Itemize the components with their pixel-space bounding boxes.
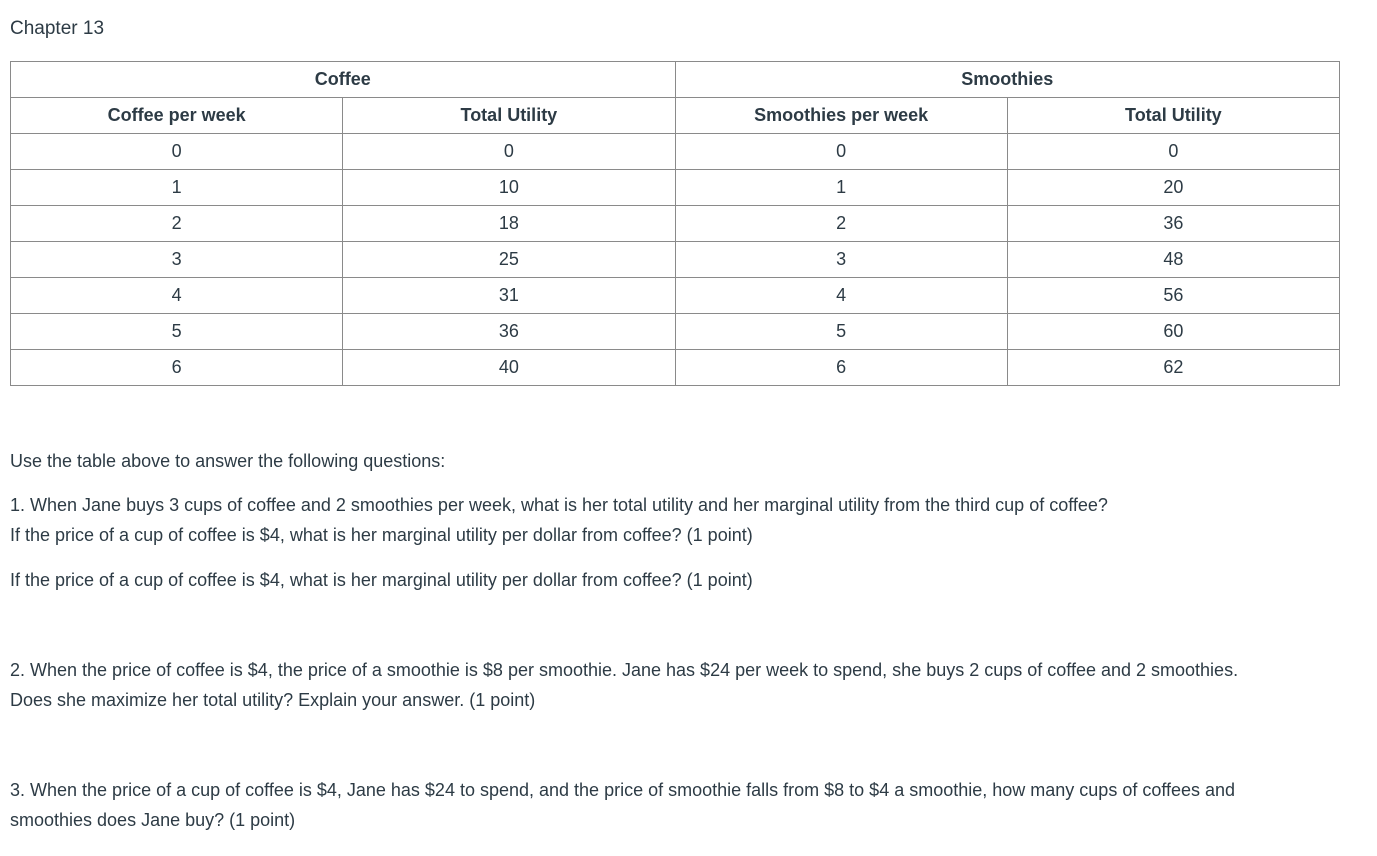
table-cell: 0 (1007, 134, 1339, 170)
table-cell: 56 (1007, 278, 1339, 314)
table-cell: 48 (1007, 242, 1339, 278)
table-cell: 3 (11, 242, 343, 278)
table-cell: 31 (343, 278, 675, 314)
question-3-line-1: 3. When the price of a cup of coffee is $4, Jane has $24 to spend, and the price of smoothie falls from $8 to $4 a smoothie, how many cups of coffees and (10, 780, 1236, 800)
table-cell: 4 (675, 278, 1007, 314)
question-2 (10, 655, 1238, 715)
question-1-line-1: 1. When Jane buys 3 cups of coffee and 2 smoothies per week, what is her total utility and her marginal utility from the third cup of coffee? (10, 495, 1108, 515)
table-cell: 0 (11, 134, 343, 170)
table-cell: 18 (343, 206, 675, 242)
question-2-line-2: Does she maximize her total utility? Explain your answer. (1 point) (10, 690, 536, 710)
table-cell: 2 (675, 206, 1007, 242)
question-1-repeat (10, 565, 753, 595)
group-header-smoothies: Smoothies (675, 62, 1340, 98)
table-cell: 36 (343, 314, 675, 350)
column-header-smoothies-per-week: Smoothies per week (675, 98, 1007, 134)
table-cell: 36 (1007, 206, 1339, 242)
table-cell: 60 (1007, 314, 1339, 350)
page-title: Chapter 13 (10, 18, 105, 39)
column-header-coffee-per-week: Coffee per week (11, 98, 343, 134)
utility-table (10, 61, 1340, 386)
question-3 (10, 775, 1235, 835)
question-1-line-2: If the price of a cup of coffee is $4, what is her marginal utility per dollar from coffee? (1 point) (10, 525, 753, 545)
group-header-row (11, 62, 1340, 98)
table-cell: 4 (11, 278, 343, 314)
table-cell: 40 (343, 350, 675, 386)
table-cell: 10 (343, 170, 675, 206)
table-cell: 1 (675, 170, 1007, 206)
table-cell: 2 (11, 206, 343, 242)
question-2-line-1: 2. When the price of coffee is $4, the price of a smoothie is $8 per smoothie. Jane has $24 per week to spend, she buys 2 cups of coffee and 2 smoothies. (10, 660, 1239, 680)
instructions-text (10, 446, 445, 476)
table-cell: 6 (11, 350, 343, 386)
table-cell: 62 (1007, 350, 1339, 386)
table-cell: 1 (11, 170, 343, 206)
table-cell: 6 (675, 350, 1007, 386)
question-3-line-2: smoothies does Jane buy? (1 point) (10, 810, 296, 830)
table-row (11, 242, 1340, 278)
column-header-coffee-total-utility: Total Utility (343, 98, 675, 134)
column-header-row (11, 98, 1340, 134)
table-cell: 0 (675, 134, 1007, 170)
table-cell: 0 (343, 134, 675, 170)
table-row (11, 170, 1340, 206)
question-1-repeat-line: If the price of a cup of coffee is $4, what is her marginal utility per dollar from coffee? (1 point) (10, 570, 753, 590)
table-row (11, 314, 1340, 350)
table-row (11, 278, 1340, 314)
column-header-smoothies-total-utility: Total Utility (1007, 98, 1339, 134)
table-cell: 25 (343, 242, 675, 278)
table-row (11, 206, 1340, 242)
table-cell: 20 (1007, 170, 1339, 206)
question-1 (10, 490, 1108, 550)
group-header-coffee: Coffee (11, 62, 676, 98)
table-cell: 5 (11, 314, 343, 350)
table-cell: 3 (675, 242, 1007, 278)
instructions-line: Use the table above to answer the following questions: (10, 451, 446, 471)
table-row (11, 134, 1340, 170)
table-cell: 5 (675, 314, 1007, 350)
table-row (11, 350, 1340, 386)
